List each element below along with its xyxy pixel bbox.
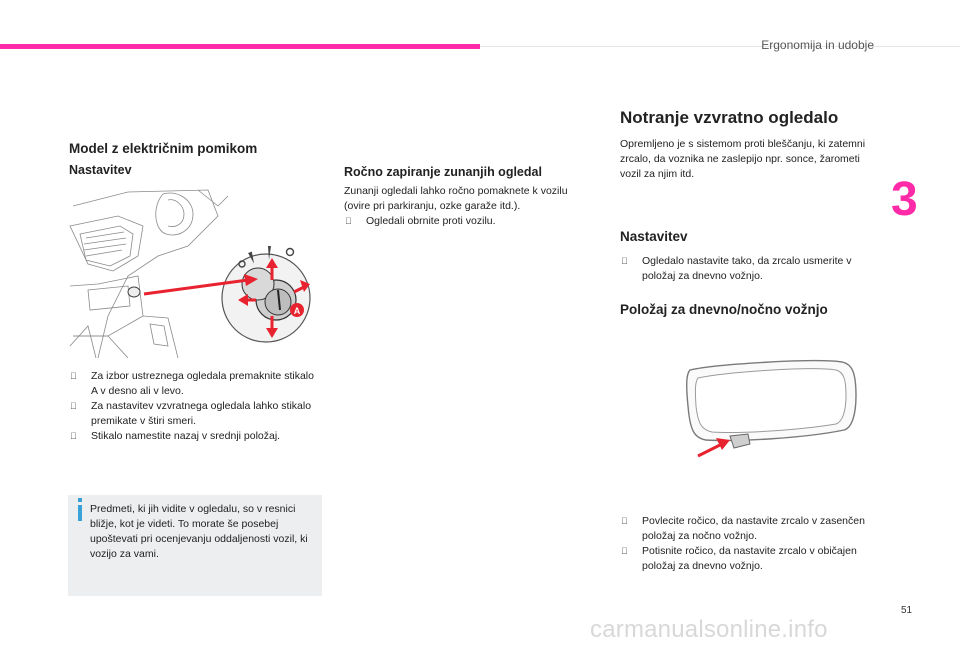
left-subtitle: Nastavitev [69,163,132,177]
header-divider [480,46,960,47]
info-note [68,495,322,596]
right-title: Notranje vzvratno ogledalo [620,108,839,127]
right-subtitle-daynight: Položaj za dnevno/nočno vožnjo [620,302,828,317]
header-accent-bar [0,44,480,49]
middle-bullets [344,214,584,229]
list-item: Stikalo namestite nazaj v srednji položaj. [91,430,281,442]
left-bullets [69,369,319,444]
list-item: Za izbor ustreznega ogledala premaknite stikalo A v desno ali v levo. [91,370,314,397]
right-bullets-daynight [620,514,876,574]
section-title: Ergonomija in udobje [761,38,874,52]
rearview-mirror-illustration [676,356,876,466]
page-number: 51 [901,605,913,616]
right-bullets-adjust [620,254,876,284]
watermark: carmanualsonline.info [590,616,828,643]
note-text: Predmeti, ki jih vidite v ogledalu, so v resnici bližje, kot je videti. To morate še posebej upoštevati pri ocenjevanju oddaljenosti vozil, ki vozijo za vami. [90,503,308,560]
middle-title: Ročno zapiranje zunanjih ogledal [344,165,542,179]
mirror-switch-illustration [68,186,312,358]
chapter-number: 3 [891,173,918,226]
list-item: Potisnite ročico, da nastavite zrcalo v običajen položaj za dnevno vožnjo. [642,545,857,572]
middle-text: Zunanji ogledali lahko ročno pomaknete k vozilu (ovire pri parkiranju, ozke garaže itd.). [344,185,568,212]
left-title: Model z električnim pomikom [69,141,258,156]
right-intro: Opremljeno je s sistemom proti bleščanju, ki zatemni zrcalo, da voznika ne zaslepijo npr. sonce, žarometi vozil za njim itd. [620,138,866,180]
info-icon [78,505,82,521]
list-item: Ogledali obrnite proti vozilu. [366,215,496,227]
list-item: Ogledalo nastavite tako, da zrcalo usmerite v položaj za dnevno vožnjo. [642,255,852,282]
label-a: A [293,306,301,316]
list-item: Za nastavitev vzvratnega ogledala lahko stikalo premikate v štiri smeri. [91,400,312,427]
list-item: Povlecite ročico, da nastavite zrcalo v zasenčen položaj za nočno vožnjo. [642,515,865,542]
right-subtitle-adjust: Nastavitev [620,229,688,244]
